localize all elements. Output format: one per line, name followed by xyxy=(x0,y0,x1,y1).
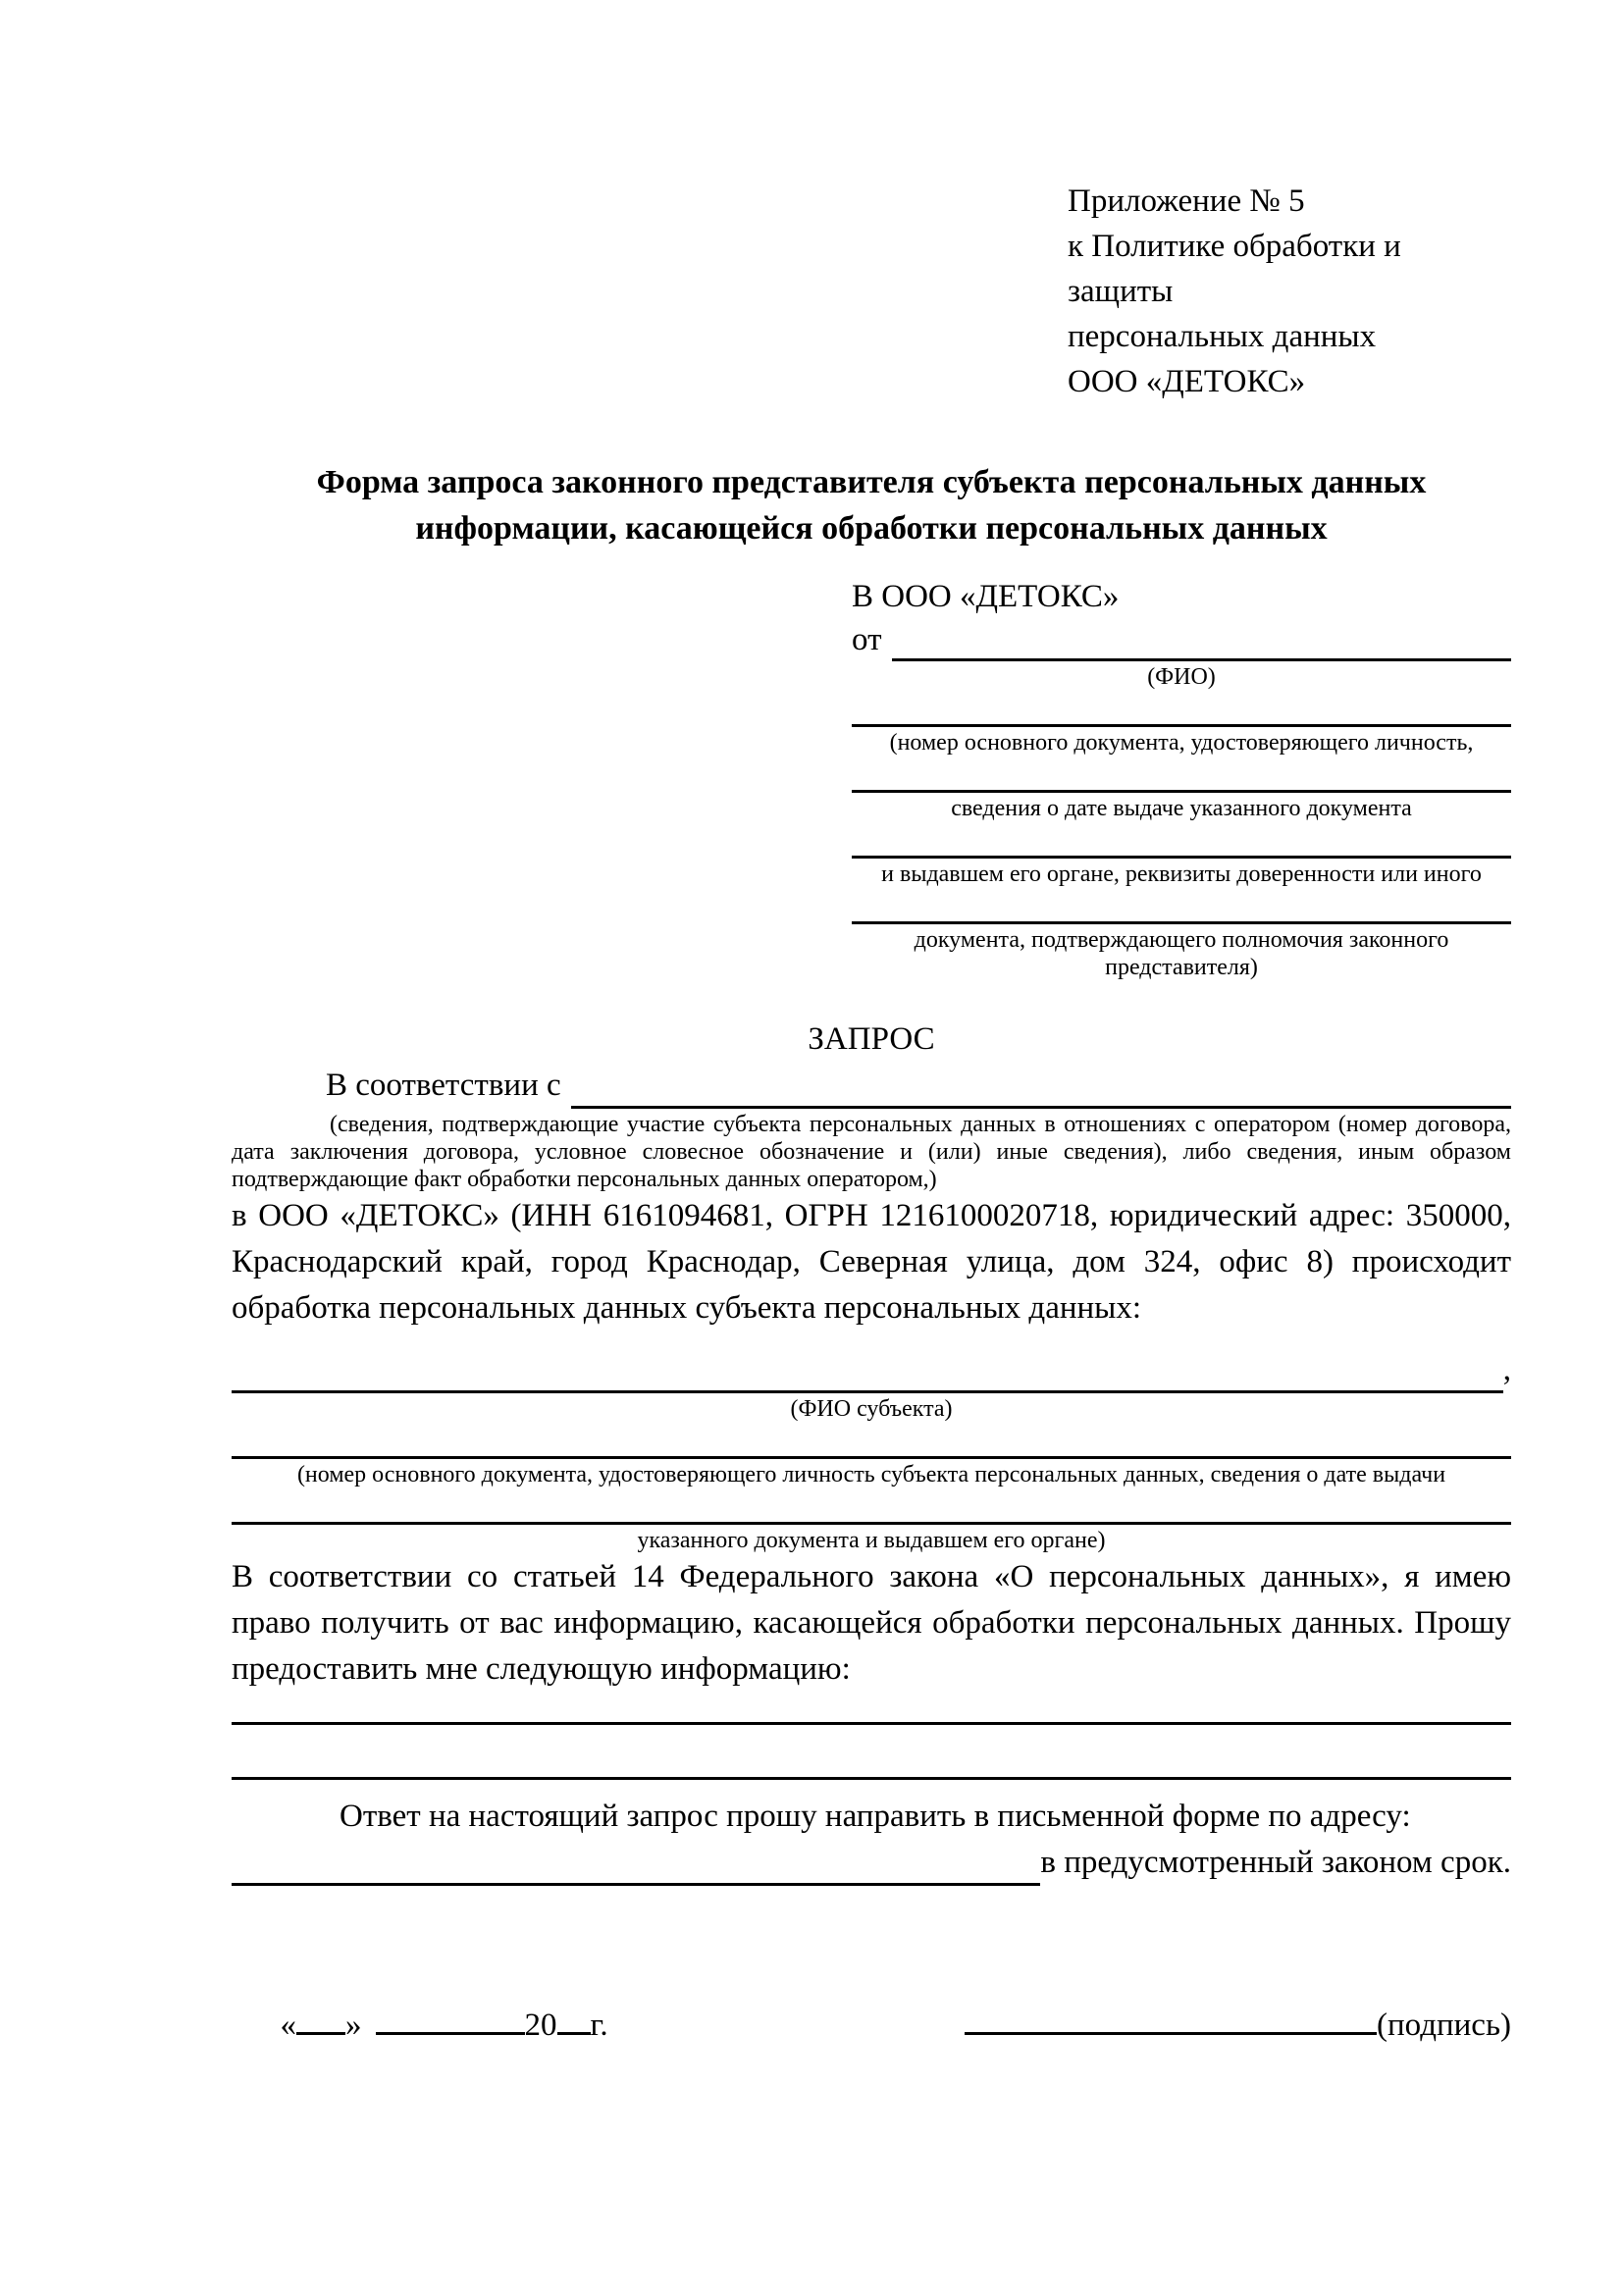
basis-caption: (сведения, подтверждающие участие субъекта персональных данных в отношениях с оператором (номер договора, дата заключения договора, условное словесное обозначение и (или) иные сведения), либо сведения, иным образом подтверждающие факт обработки персональных данных оператором,) xyxy=(232,1112,1511,1192)
representative-doc-fill-line xyxy=(852,790,1511,793)
basis-label: В соответствии с xyxy=(326,1068,561,1103)
operator-paragraph: в ООО «ДЕТОКС» (ИНН 6161094681, ОГРН 1216100020718, юридический адрес: 350000, Краснодарский край, город Краснодар, Северная улица, дом 324, офис 8) происходит обработка персональных данных субъекта персональных данных: xyxy=(232,1198,1511,1326)
basis-fill-line xyxy=(571,1069,1511,1109)
representative-doc-fill-line xyxy=(852,921,1511,924)
date-year-fill-line xyxy=(557,2001,591,2035)
information-fill-line xyxy=(232,1777,1511,1780)
representative-doc-fill-line xyxy=(852,724,1511,727)
date-open-quote: « xyxy=(280,2008,296,2043)
annex-line: Приложение № 5 xyxy=(1068,183,1305,219)
date-month-fill-line xyxy=(376,2001,525,2035)
fio-fill-line xyxy=(892,621,1512,661)
request-heading: ЗАПРОС xyxy=(808,1021,935,1057)
representative-doc-fill-line xyxy=(852,856,1511,859)
subject-doc-fill-line xyxy=(232,1456,1511,1459)
fio-caption: (ФИО) xyxy=(1147,664,1216,690)
form-title: Форма запроса законного представителя субъекта персональных данных информации, касающейся обработки персональных данных xyxy=(316,464,1427,547)
annex-note xyxy=(1068,179,1511,404)
date-year-suffix: г. xyxy=(590,2008,608,2043)
basis-row xyxy=(232,1063,1511,1109)
subject-fio-row xyxy=(232,1347,1511,1393)
reply-paragraph: Ответ на настоящий запрос прошу направить в письменной форме по адресу: xyxy=(340,1799,1411,1834)
signoff-row xyxy=(232,1955,1511,2095)
subject-doc-caption: указанного документа и выдавшем его органе) xyxy=(637,1528,1106,1553)
subject-fio-caption: (ФИО субъекта) xyxy=(790,1396,953,1422)
subject-fio-fill-line xyxy=(232,1351,1503,1393)
date-year-prefix: 20 xyxy=(524,2008,557,2043)
information-fill-line xyxy=(232,1722,1511,1725)
rights-paragraph: В соответствии со статьей 14 Федерального закона «О персональных данных», я имею право получить от вас информацию, касающейся обработки персональных данных. Прошу предоставить мне следующую информацию: xyxy=(232,1559,1511,1687)
signature-caption: (подпись) xyxy=(1377,2008,1511,2043)
annex-line: к Политике обработки и защиты xyxy=(1068,229,1401,309)
date-field xyxy=(232,1955,608,2095)
reply-address-fill-line xyxy=(232,1844,1040,1886)
date-close-quote: » xyxy=(345,2008,362,2043)
representative-doc-caption: (номер основного документа, удостоверяющего личность, xyxy=(889,730,1474,756)
signature-field xyxy=(916,1955,1512,2095)
addressee-organization: В ООО «ДЕТОКС» xyxy=(852,579,1120,614)
annex-line: персональных данных xyxy=(1068,319,1377,354)
annex-line: ООО «ДЕТОКС» xyxy=(1068,364,1306,399)
subject-doc-fill-line xyxy=(232,1522,1511,1525)
reply-tail-text: в предусмотренный законом срок. xyxy=(1040,1845,1511,1880)
from-label: от xyxy=(852,622,882,657)
representative-doc-caption: сведения о дате выдаче указанного документа xyxy=(951,796,1412,821)
from-row xyxy=(852,618,1511,661)
subject-doc-caption: (номер основного документа, удостоверяющего личность субъекта персональных данных, сведения о дате выдачи xyxy=(296,1462,1446,1487)
representative-doc-caption: документа, подтверждающего полномочия законного представителя) xyxy=(914,927,1449,980)
reply-address-row xyxy=(232,1840,1511,1886)
addressee-block xyxy=(852,575,1511,981)
date-day-fill-line xyxy=(296,2001,345,2035)
subject-fio-comma: , xyxy=(1502,1352,1511,1387)
representative-doc-caption: и выдавшем его органе, реквизиты доверенности или иного xyxy=(881,861,1482,887)
signature-fill-line xyxy=(965,2001,1377,2035)
